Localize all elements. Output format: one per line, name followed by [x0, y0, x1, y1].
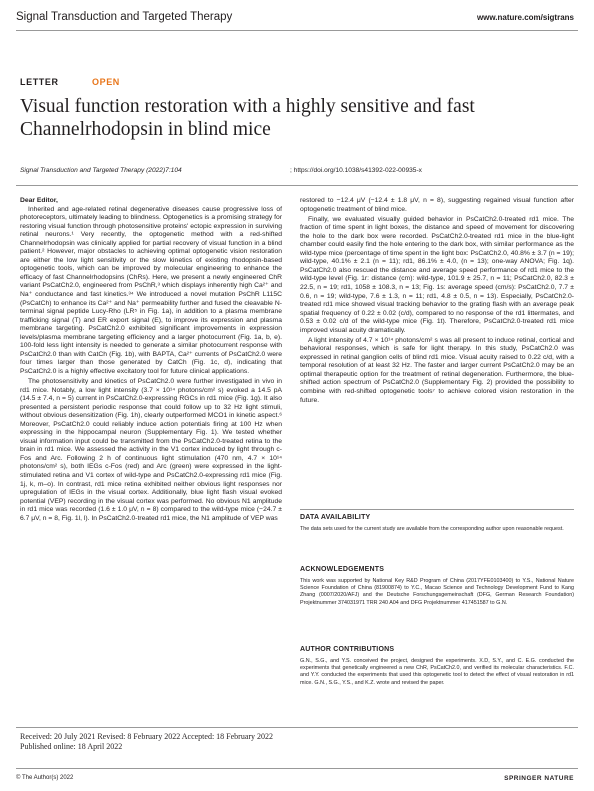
copyright: © The Author(s) 2022: [16, 775, 74, 781]
title-rule: [16, 185, 578, 186]
right-column: [300, 197, 574, 407]
paragraph: A light intensity of 4.7 × 10¹⁴ photons/cm² s was all present to induce retinal, cortical and behavioral responses, which is safe for light therapy. In this study, PsCatCh2.0 was expressed in retinal ganglion cells of blind rd1 mice. Visual acuity raised to 0.22 c/d, with a temporal resolution of at least 32 Hz. The faster and larger current PsCatCh2.0 may be an optimal therapeutic option for the treatment of retinal degeneration. Furthermore, the blue-shifted action spectrum of PsCatCh2.0 (Supplementary Fig. 2) provided the possibility to combine with red-shifted optogenetic tools⁷ to achieve colored vision restoration in the future.: [300, 336, 574, 404]
paragraph: The photosensitivity and kinetics of PsCatCh2.0 were further investigated in vivo in rd1 mice. Notably, a low light intensity (3.7 × 10¹⁴ photons/cm² s) evoked a 14.5 pA (14.5 ± 7.4, n = 5) current in PsCatCh2.0-expressing RGCs in rd1 mice (Fig. 1g). It also presented a persistent periodic response that could follow up to 32 Hz light stimuli, without obvious desensitization (Fig. 1h), clearly outperformed MCO1 in kinetic aspect.⁶ Moreover, PsCatCh2.0 could reliably induce action potentials firing at 100 Hz when expressing in the hippocampal neuron (Supplementary Fig. 1). We tested whether visual information input could be transmitted from the PsCatCh2.0-treated retina to the brain in rd1 mice. We assessed the activity in the V1 cortex induced by light through c-Fos and Arc. Following 2 h of continuous light stimulation (470 nm, 4.7 × 10¹⁴ photons/cm² s), both IEGs c-Fos (red) and Arc (green) were expressed in the light-stimulated retina and V1 cortex of wild-type and PsCatCh2.0-expressing rd1 mice (Fig. 1j, k, m–o). In contrast, rd1 mice retina exhibited neither obvious light responses nor upregulation of IEGs in the visual cortex. Additionally, blue light flash visual evoked potential (VEP) recording in the visual cortex was performed. No obvious N1 amplitude in rd1 mice was recorded (1.6 ± 1.0 μV, n = 8) compared to the wild-type mice (−24.7 ± 6.7 μV, n = 8, Fig. 1l, l). In PsCatCh2.0-treated rd1 mice, the N1 amplitude of VEP was: [20, 377, 282, 522]
article-title: Visual function restoration with a highly sensitive and fast Channelrhodopsin in blind mice: [20, 96, 475, 140]
data-availability-heading: DATA AVAILABILITY: [300, 514, 371, 521]
section-rule: [300, 509, 574, 510]
journal-url[interactable]: www.nature.com/sigtrans: [476, 13, 574, 22]
paragraph: Inherited and age-related retinal degenerative diseases cause progressive loss of photoreceptors, ultimately leading to blindness. Optogenetics is a promising strategy for restoring visual function through photosensitive proteins' ectopic expression in surviving retinal neurons.¹ Very recently, the optogenetic method with a red-shifted Channelrhodopsin was clinically applied for partial recovery of visual function in a blind patient.² However, major obstacles to achieving optimal optogenetic vision restoration are either the low light sensitivity or the slow kinetics of existing rhodopsin-based optogenetic tools, which can be improved by molecular engineering to enhance the efficacy of fast Channelrhodopsins (ChRs). Here, we present a newly engineered ChR variant PsCatCh2.0, engineered from PsChR,³ which displays inherently high Ca²⁺ and Na⁺ conductance and fast kinetics.³⁴ We introduced a novel mutation PsChR L115C (PsCatCh) to enhance its Ca²⁺ and Na⁺ permeability further and fused the cleavable N-terminal signal peptide Lucy-Rho (LR⁵ in Fig. 1a), in addition to a plasma membrane trafficking signal (T) and ER export signal (E), to improve its expression and plasma membrane targeting. PsCatCh2.0 exhibited significant improvements in expression levels/plasma membrane targeting efficiency and a larger photocurrent (Fig. 1a, b, e). 100-fold less light intensity is needed to generate a similar photocurrent response with PsCatCh2.0 than with CatCh (Fig. 1b), with BAPTA, Ca²⁺ currents of PsCatCh2.0 were four times larger than those generated by CatCh (Fig. 1c, d), indicating that PsCatCh2.0 is a highly effective excitatory tool for future clinical applications.: [20, 205, 282, 375]
doi-link[interactable]: ; https://doi.org/10.1038/s41392-022-00935-x: [290, 167, 422, 174]
left-column: [20, 197, 282, 525]
acknowledgements-text: This work was supported by National Key R&D Program of China (2017YFE0103400) to Y.S., National Nature Science Foundation of China (81900874) to Y.C., Macao Science and Technology Development Fund to Kang Zhang (0007/2020/AFJ) and the Deutsche Forschungsgemeinschaft (DFG, German Research Foundation) Projektnummer 374031971 TRR 240 A04 and DFG Projektnummer 417451587 to G.N.: [300, 578, 574, 606]
salutation: Dear Editor,: [20, 197, 58, 204]
open-access-badge: OPEN: [92, 77, 120, 87]
header-rule: [16, 30, 578, 31]
acknowledgements-heading: ACKNOWLEDGEMENTS: [300, 566, 385, 573]
dates-rule: [16, 727, 578, 728]
article-type: LETTER: [20, 77, 59, 87]
paragraph: Finally, we evaluated visually guided behavior in PsCatCh2.0-treated rd1 mice. The fraction of time spent in light boxes, the distance and speed of movement for discovering the hole to the dark box were recorded. PsCatCh2.0-treated rd1 mice in the blue-light chamber could easily find the hole entering to the dark box, with similar performance as the wild-type mice (percentage of time spent in the light box: PsCatCh2.0, 40.8% ± 3.7 (n = 19); wild-type, 40.1% ± 2.1 (n = 11); rd1, 86.1% ± 4.0, (n = 13); one-way ANOVA; Fig. 1q). PsCatCh2.0 also rescued the distance and average speed performance of rd1 mice to the wild-type level (Fig. 1r: distance (cm): wild-type, 101.9 ± 25.7, n = 11; PsCatCh2.0, 82.3 ± 22.5, n = 19; rd1, 1058 ± 108.3, n = 13; Fig. 1s: average speed (cm/s): PsCatCh2.0, 7.7 ± 0.6, n = 19; wild-type, 7.6 ± 1.3, n = 11; rd1, 4.8 ± 0.5, n = 13). Especially, PsCatCh2.0-treated rd1 mice showed visual tracking behavior to the grating flash with an average peak spatial frequency of 0.22 ± 0.02 (c/d), compared to no response of the rd1 littermates, and 0.53 ± 0.02 c/d of the wild-type mice (Fig. 1t). Therefore, PsCatCh2.0-treated rd1 mice improved visual acuity dramatically.: [300, 215, 574, 334]
received-dates: Received: 20 July 2021 Revised: 8 February 2022 Accepted: 18 February 2022: [20, 732, 274, 741]
citation: Signal Transduction and Targeted Therapy (2022)7:104: [20, 167, 182, 174]
journal-name: Signal Transduction and Targeted Therapy: [16, 11, 233, 23]
publisher-logo: SPRINGER NATURE: [504, 775, 574, 782]
footer-rule: [16, 768, 578, 769]
data-availability-text: The data sets used for the current study are available from the corresponding author upon reasonable request.: [300, 526, 564, 532]
author-contributions-heading: AUTHOR CONTRIBUTIONS: [300, 646, 395, 653]
publication-dates: [20, 732, 273, 752]
paragraph: restored to −12.4 μV (−12.4 ± 1.8 μV, n = 8), suggesting regained visual function after optogenetic treatment of blind mice.: [300, 197, 574, 213]
author-contributions-text: G.N., S.G., and Y.S. conceived the project, designed the experiments. X.D, S.Y., and C. E.G. conducted the experiments that genetically engineered a new ChR, PsCatCh2.0, and verified its molecular characteristics. F.C. and Y.Y. conducted the experiments that used this optogenetic tool to detect the effect of visual restoration in rd1 mice. G.N., S.G., Y.S., and K.Z. wrote and revised the paper.: [300, 658, 574, 686]
published-date: Published online: 18 April 2022: [20, 742, 123, 751]
